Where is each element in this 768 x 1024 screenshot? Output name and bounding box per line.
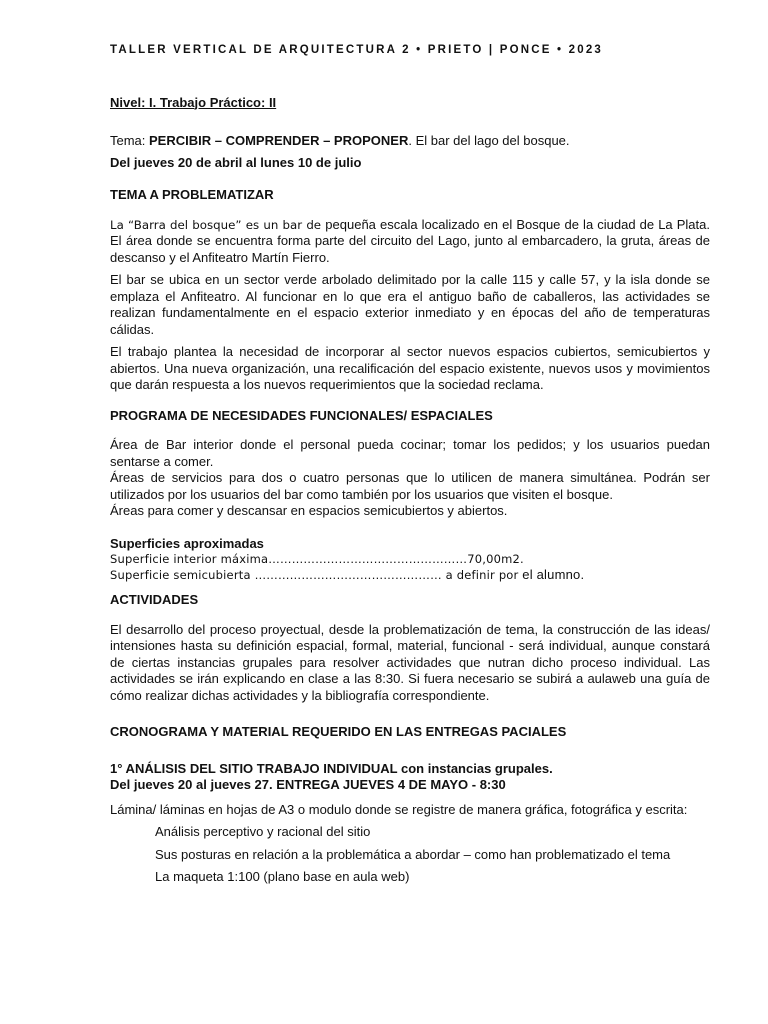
- problem-paragraph-1-rest: pequeña escala localizado en el Bosque de la ciudad de La Plata. El área donde se encuentra forma parte del circuito del Lago, junto al embarcadero, la gruta, áreas de descanso y el Anfiteatro Martín Fierro.: [110, 216, 710, 265]
- date-range: Del jueves 20 de abril al lunes 10 de julio: [110, 154, 362, 170]
- problem-paragraph-1-start: La “Barra del bosque” es un bar de: [110, 217, 326, 232]
- section-title-program: PROGRAMA DE NECESIDADES FUNCIONALES/ ESPACIALES: [110, 407, 493, 423]
- program-paragraph-1: Área de Bar interior donde el personal pueda cocinar; tomar los pedidos; y los usuarios puedan sentarse a comer.: [110, 437, 710, 469]
- program-paragraph-2: Áreas de servicios para dos o cuatro personas que lo utilicen de manera simultánea. Podrán ser utilizados por los usuarios del bar como también por los usuarios que visiten el bosque.: [110, 470, 710, 502]
- tema-keywords: PERCIBIR – COMPRENDER – PROPONER: [149, 133, 409, 148]
- list-item: Análisis perceptivo y racional del sitio: [155, 824, 371, 839]
- surface-semi-label: Superficie semicubierta ………………………………………… a definir por: [110, 568, 519, 582]
- delivery-1-items: [110, 824, 710, 886]
- program-paragraph-3: Áreas para comer y descansar en espacios semicubiertos y abiertos.: [110, 503, 508, 518]
- tema-label: Tema:: [110, 133, 150, 148]
- delivery-1-description: Lámina/ láminas en hojas de A3 o modulo donde se registre de manera gráfica, fotográfica y escrita:: [110, 801, 688, 817]
- list-item: Sus posturas en relación a la problemática a abordar – como han problematizado el tema: [155, 846, 671, 862]
- surfaces-title: Superficies aproximadas: [110, 535, 264, 551]
- section-title-schedule: CRONOGRAMA Y MATERIAL REQUERIDO EN LAS ENTREGAS PACIALES: [110, 724, 567, 739]
- section-title-problem: TEMA A PROBLEMATIZAR: [110, 187, 274, 202]
- delivery-1-heading: [110, 761, 710, 794]
- program-block: [110, 437, 710, 520]
- surface-interior-row: Superficie interior máxima……………………………………………70,00m2.: [110, 552, 524, 566]
- surface-semi-row: [110, 567, 710, 583]
- list-item: La maqueta 1:100 (plano base en aula web): [155, 869, 410, 884]
- tema-rest: . El bar del lago del bosque.: [408, 133, 570, 148]
- surface-semi-tail: el alumno.: [518, 567, 585, 582]
- problem-paragraph-3: El trabajo plantea la necesidad de incorporar al sector nuevos espacios cubiertos, semicubiertos y abiertos. Una nueva organización, una recalificación del espacio existente, nuevos usos y movimientos que darán respuesta a los nuevos requerimientos que la sociedad reclama.: [110, 344, 710, 392]
- problem-paragraph-1: [110, 217, 710, 267]
- delivery-1-title: 1° ANÁLISIS DEL SITIO TRABAJO INDIVIDUAL con instancias grupales.: [110, 760, 553, 776]
- tema-line: [110, 133, 710, 150]
- problem-paragraph-2: El bar se ubica en un sector verde arbolado delimitado por la calle 115 y calle 57, y la isla donde se emplaza el Anfiteatro. Al funcionar en lo que era el antiguo baño de caballeros, las actividades se realizan fundamentalmente en el espacio exterior inmediato y en épocas del año de temperaturas cálidas.: [110, 272, 710, 337]
- activities-paragraph: El desarrollo del proceso proyectual, desde la problematización de tema, la construcción de las ideas/ intensiones hasta su definición espacial, formal, material, funcional - será individual, aunque constará de ciertas instancias grupales para resolver actividades que nutran dicho proceso individual. Las actividades se irán explicando en clase a las 8:30. Si fuera necesario se subirá a aulaweb una guía de cómo realizar dichas actividades y la bibliografía correspondiente.: [110, 621, 710, 703]
- document-header: TALLER VERTICAL DE ARQUITECTURA 2 • PRIETO | PONCE • 2023: [110, 44, 604, 56]
- section-title-activities: ACTIVIDADES: [110, 592, 199, 607]
- level-title: Nivel: I. Trabajo Práctico: II: [110, 94, 277, 110]
- delivery-1-dates: Del jueves 20 al jueves 27. ENTREGA JUEVES 4 DE MAYO - 8:30: [110, 777, 506, 792]
